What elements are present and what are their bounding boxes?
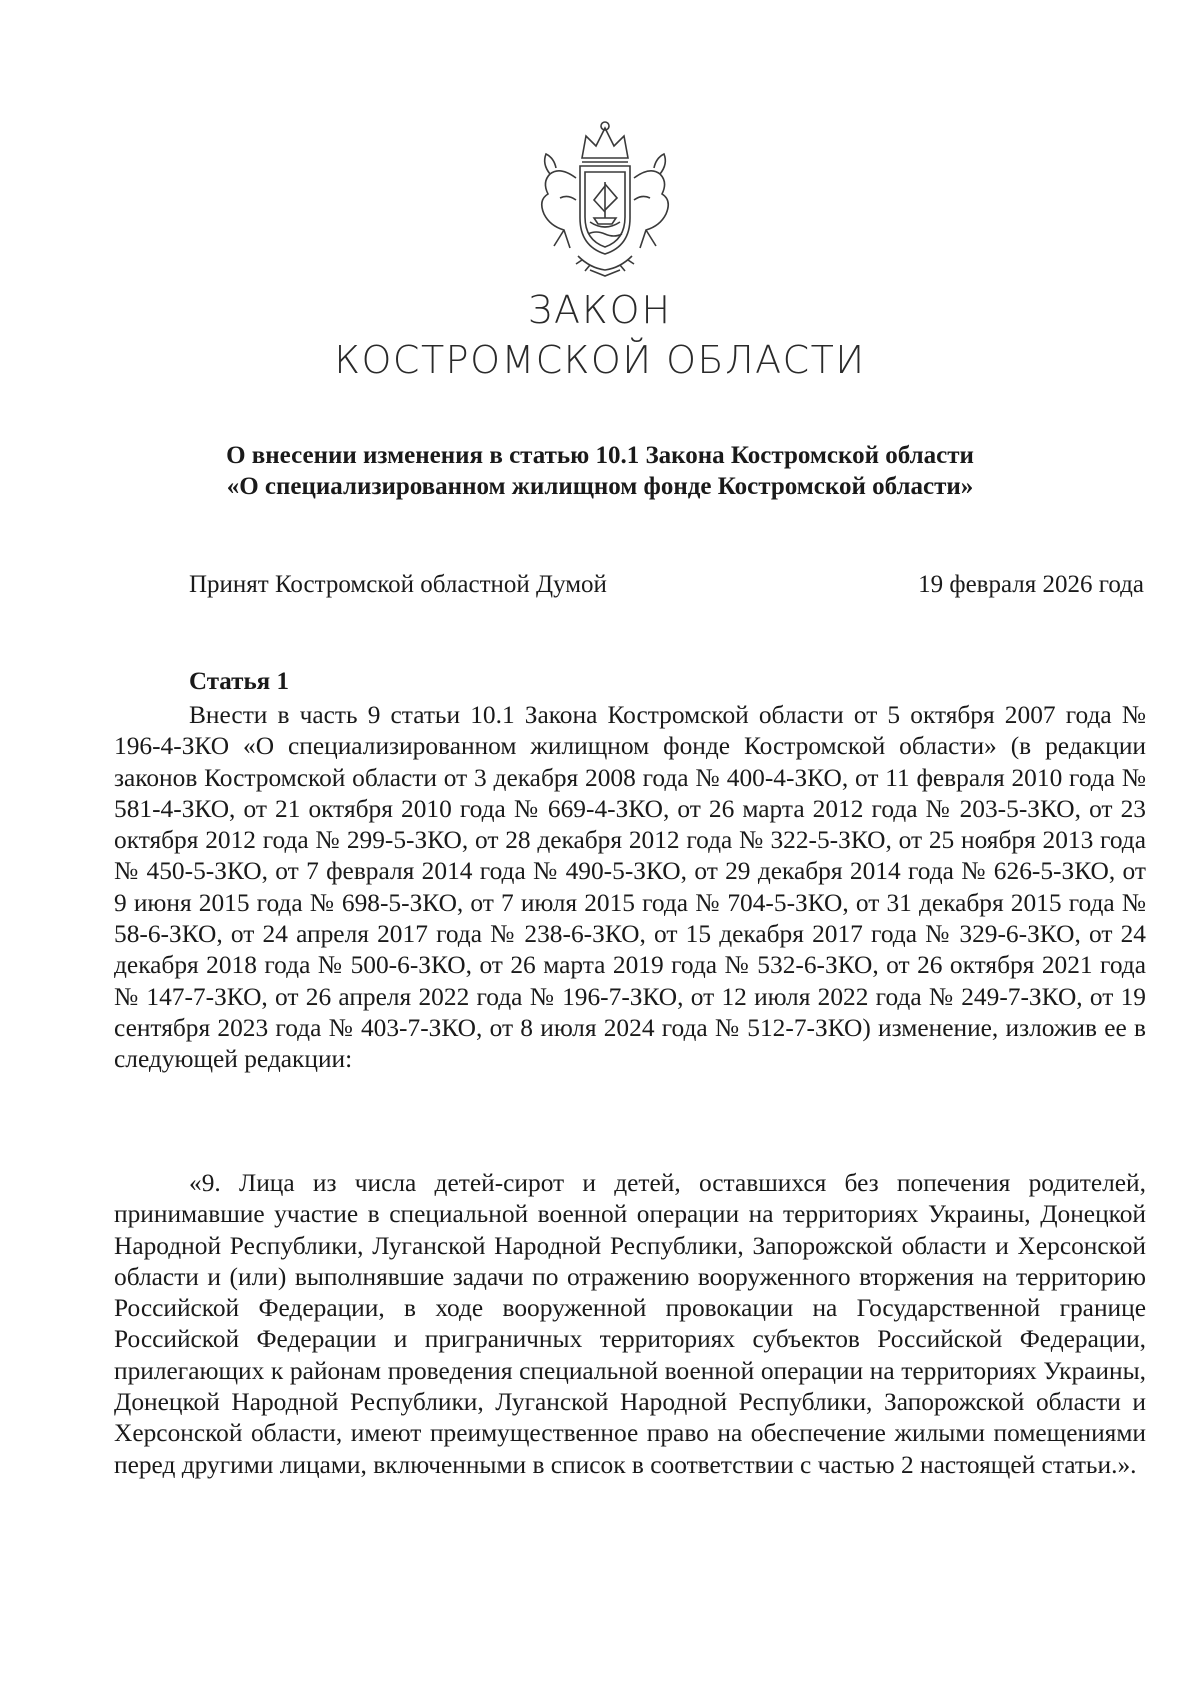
adoption-line — [189, 571, 1144, 599]
law-title: ЗАКОН — [527, 288, 673, 332]
coat-of-arms-icon — [520, 118, 690, 278]
adopted-by: Принят Костромской областной Думой — [189, 571, 607, 598]
article-title: Статья 1 — [189, 668, 289, 695]
adopted-date: 19 февраля 2026 года — [918, 571, 1144, 598]
article-paragraph-2: «9. Лица из числа детей-сирот и детей, оставшихся без попечения родителей, принимавшие участие в специальной военной операции на территориях Украины, Донецкой Народной Республики, Луганской Народной Республики, Запорожской области и Херсонской области и (или) выполнявшие задачи по отражению вооруженного вторжения на территорию Российской Федерации, в ходе вооруженной провокации на Государственной границе Российской Федерации и приграничных территориях субъектов Российской Федерации, прилегающих к районам проведения специальной военной операции на территориях Украины, Донецкой Народной Республики, Луганской Народной Республики, Запорожской области и Херсонской области, имеют преимущественное право на обеспечение жилыми помещениями перед другими лицами, включенными в список в соответствии с частью 2 настоящей статьи.». — [114, 1169, 1146, 1479]
law-heading-line2: «О специализированном жилищном фонде Костромской области» — [226, 473, 974, 500]
article-paragraph-1: Внести в часть 9 статьи 10.1 Закона Костромской области от 5 октября 2007 года № 196-4-ЗКО «О специализированном жилищном фонде Костромской области» (в редакции законов Костромской области от 3 декабря 2008 года № 400-4-ЗКО, от 11 февраля 2010 года № 581-4-ЗКО, от 21 октября 2010 года № 669-4-ЗКО, от 26 марта 2012 года № 203-5-ЗКО, от 23 октября 2012 года № 299-5-ЗКО, от 28 декабря 2012 года № 322-5-ЗКО, от 25 ноября 2013 года № 450-5-ЗКО, от 7 февраля 2014 года № 490-5-ЗКО, от 29 декабря 2014 года № 626-5-ЗКО, от 9 июня 2015 года № 698-5-ЗКО, от 7 июля 2015 года № 704-5-ЗКО, от 31 декабря 2015 года № 58-6-ЗКО, от 24 апреля 2017 года № 238-6-ЗКО, от 15 декабря 2017 года № 329-6-ЗКО, от 24 декабря 2018 года № 500-6-ЗКО, от 26 марта 2019 года № 532-6-ЗКО, от 26 октября 2021 года № 147-7-ЗКО, от 26 апреля 2022 года № 196-7-ЗКО, от 12 июля 2022 года № 249-7-ЗКО, от 19 сентября 2023 года № 403-7-ЗКО, от 8 июля 2024 года № 512-7-ЗКО) изменение, изложив ее в следующей редакции: — [114, 701, 1146, 1074]
law-region-title: КОСТРОМСКОЙ ОБЛАСТИ — [334, 338, 866, 382]
law-heading-line1: О внесении изменения в статью 10.1 Закона Костромской области — [226, 442, 974, 469]
